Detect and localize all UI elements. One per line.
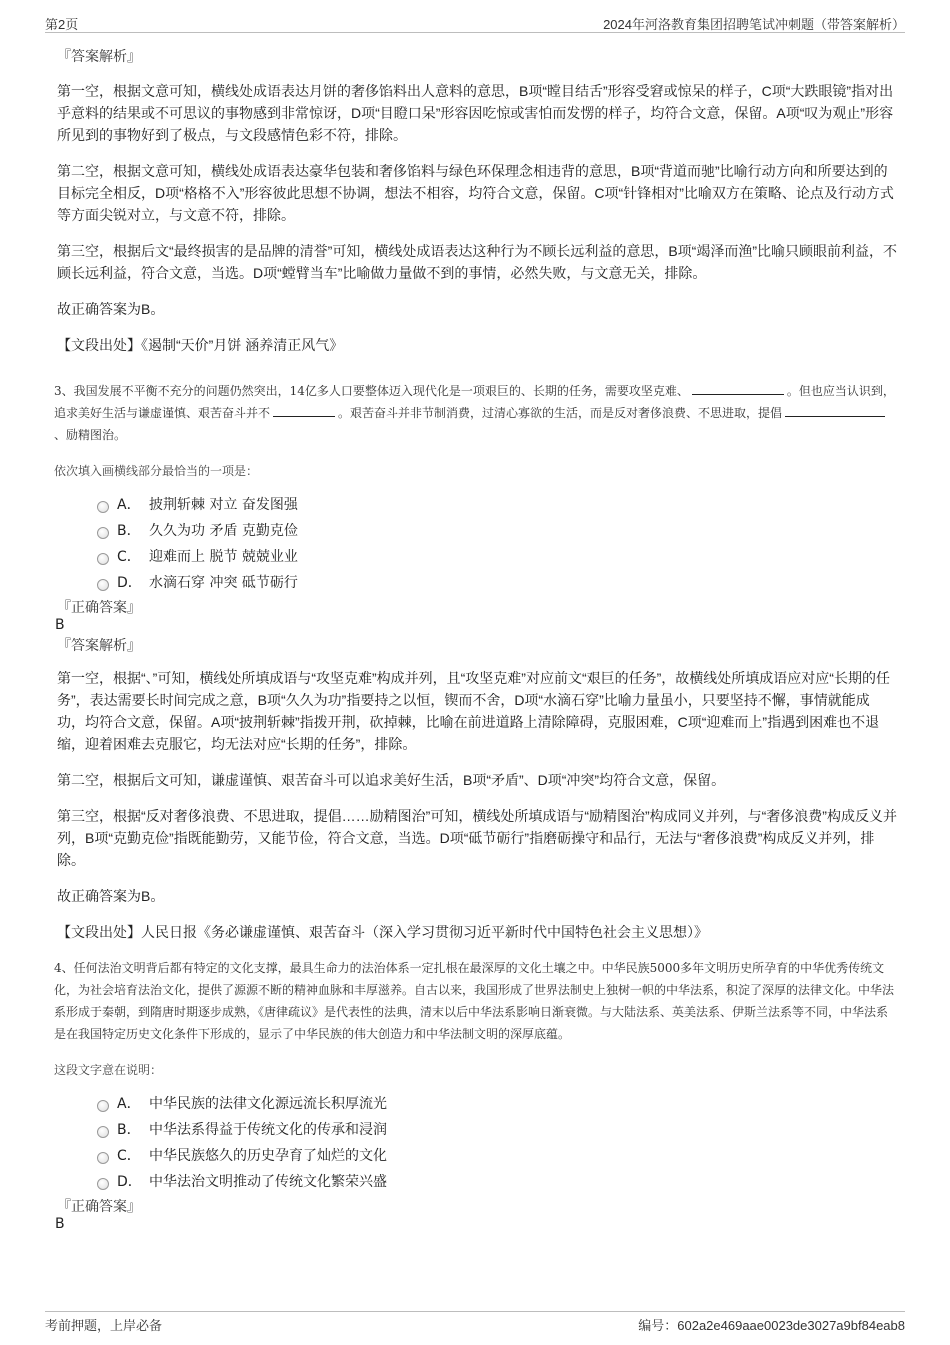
analysis-paragraph: 第三空，根据后文“最终损害的是品牌的清誉”可知，横线处成语表达这种行为不顾长远利益的意思，B项“竭泽而渔”比喻只顾眼前利益，不顾长远利益，符合文意，当选。D项“螳臂当车”比喻做力量做不到的事情，必然失败，与文意无关，排除。	[57, 243, 897, 281]
correct-answer: B	[55, 1216, 65, 1232]
question-3	[54, 380, 897, 943]
document-title: 2024年河洛教育集团招聘笔试冲刺题（带答案解析）	[603, 17, 905, 32]
question-4	[54, 957, 897, 1232]
question-prompt: 依次填入画横线部分最恰当的一项是：	[54, 464, 259, 478]
radio-icon[interactable]	[97, 1152, 109, 1164]
radio-icon[interactable]	[97, 501, 109, 513]
source-citation: 【文段出处】《遏制“天价”月饼 涵养清正风气》	[57, 337, 344, 353]
analysis-label: 『答案解析』	[57, 49, 141, 65]
blank-1	[692, 382, 784, 395]
option-d[interactable]: D． 中华法治文明推动了传统文化繁荣兴盛	[97, 1168, 897, 1194]
option-c[interactable]: C． 中华民族悠久的历史孕育了灿烂的文化	[97, 1142, 897, 1168]
correct-answer-label: 『正确答案』	[57, 600, 141, 616]
option-c[interactable]: C． 迎难而上 脱节 兢兢业业	[97, 543, 897, 569]
radio-icon[interactable]	[97, 1178, 109, 1190]
source-citation: 【文段出处】人民日报《务必谦虚谨慎、艰苦奋斗（深入学习贯彻习近平新时代中国特色社会主义思想）》	[57, 924, 708, 940]
option-d[interactable]: D． 水滴石穿 冲突 砥节砺行	[97, 569, 897, 595]
option-a[interactable]: A． 中华民族的法律文化源远流长积厚流光	[97, 1090, 897, 1116]
analysis-paragraph: 第三空，根据“反对奢侈浪费、不思进取，提倡……励精图治”可知，横线处所填成语与“励精图治”构成同义并列，与“奢侈浪费”构成反义并列，B项“克勤克俭”指既能勤劳，又能节俭，符合文意，当选。D项“砥节砺行”指磨砺操守和品行，无法与“奢侈浪费”构成反义并列，排除。	[57, 808, 897, 868]
document-body	[54, 40, 897, 1232]
question-prompt: 这段文字意在说明：	[54, 1063, 163, 1077]
option-b[interactable]: B． 久久为功 矛盾 克勤克俭	[97, 517, 897, 543]
blank-2	[273, 404, 335, 417]
question-stem: 4、任何法治文明背后都有特定的文化支撑，最具生命力的法治体系一定扎根在最深厚的文化土壤之中。中华民族5000多年文明历史所孕育的中华优秀传统文化，为社会培育法治文化，提供了源源不断的精神血脉和丰厚滋养。自古以来，我国形成了世界法制史上独树一帜的中华法系，积淀了深厚的法律文化。中华法系形成于秦朝，到隋唐时期逐步成熟，《唐律疏议》是代表性的法典，清末以后中华法系影响日渐衰微。与大陆法系、英美法系、伊斯兰法系等不同，中华法系是在我国特定历史文化条件下形成的，显示了中华民族的伟大创造力和中华法制文明的深厚底蕴。	[54, 961, 895, 1041]
page-footer	[45, 1311, 905, 1334]
radio-icon[interactable]	[97, 1100, 109, 1112]
page-number: 第2页	[45, 17, 79, 32]
radio-icon[interactable]	[97, 553, 109, 565]
radio-icon[interactable]	[97, 527, 109, 539]
options-list	[97, 491, 897, 595]
conclusion: 故正确答案为B。	[57, 301, 165, 317]
analysis-paragraph: 第二空，根据后文可知，谦虚谨慎、艰苦奋斗可以追求美好生活，B项“矛盾”、D项“冲突”均符合文意，保留。	[57, 772, 726, 788]
conclusion: 故正确答案为B。	[57, 888, 165, 904]
page-header	[45, 12, 905, 33]
radio-icon[interactable]	[97, 579, 109, 591]
footer-slogan: 考前押题，上岸必备	[45, 1318, 163, 1333]
option-b[interactable]: B． 中华法系得益于传统文化的传承和浸润	[97, 1116, 897, 1142]
options-list	[97, 1090, 897, 1194]
option-a[interactable]: A． 披荆斩棘 对立 奋发图强	[97, 491, 897, 517]
question-2-analysis	[57, 46, 897, 356]
question-stem: 3、我国发展不平衡不充分的问题仍然突出，14亿多人口要整体迈入现代化是一项艰巨的、长期的任务，需要攻坚克难、 。但也应当认识到，追求美好生活与谦虚谨慎、艰苦奋斗并不 。艰苦奋斗并非节制消费，过清心寡欲的生活，而是反对奢侈浪费、不思进取，提倡、励精图治。	[54, 384, 895, 442]
radio-icon[interactable]	[97, 1126, 109, 1138]
analysis-paragraph: 第二空，根据文意可知，横线处成语表达豪华包装和奢侈馅料与绿色环保理念相违背的意思，B项“背道而驰”比喻行动方向和所要达到的目标完全相反，D项“格格不入”形容彼此思想不协调，想法不相容，均符合文意，保留。C项“针锋相对”比喻双方在策略、论点及行动方式等方面尖锐对立，与文意不符，排除。	[57, 163, 894, 223]
analysis-paragraph: 第一空，根据文意可知，横线处成语表达月饼的奢侈馅料出人意料的意思，B项“瞠目结舌”形容受窘或惊呆的样子，C项“大跌眼镜”指对出乎意料的结果或不可思议的事物感到非常惊讶，D项“目瞪口呆”形容因吃惊或害怕而发愣的样子，均符合文意，保留。A项“叹为观止”形容所见到的事物好到了极点，与文段感情色彩不符，排除。	[57, 83, 894, 143]
document-serial: 编号：602a2e469aae0023de3027a9bf84eab8	[638, 1318, 905, 1333]
correct-answer-label: 『正确答案』	[57, 1199, 141, 1215]
analysis-label: 『答案解析』	[57, 638, 141, 654]
blank-3	[785, 404, 885, 417]
analysis-paragraph: 第一空，根据“、”可知，横线处所填成语与“攻坚克难”构成并列，且“攻坚克难”对应前文“艰巨的任务”，故横线处所填成语应对应“长期的任务”，表达需要长时间完成之意，B项“久久为功”指要持之以恒，锲而不舍，D项“水滴石穿”比喻力量虽小，只要坚持不懈，事情就能成功，均符合文意，保留。A项“披荆斩棘”指拨开荆，砍掉棘，比喻在前进道路上清除障碍，克服困难，C项“迎难而上”指遇到困难也不退缩，迎着困难去克服它，均无法对应“长期的任务”，排除。	[57, 670, 890, 752]
correct-answer: B	[55, 617, 65, 633]
